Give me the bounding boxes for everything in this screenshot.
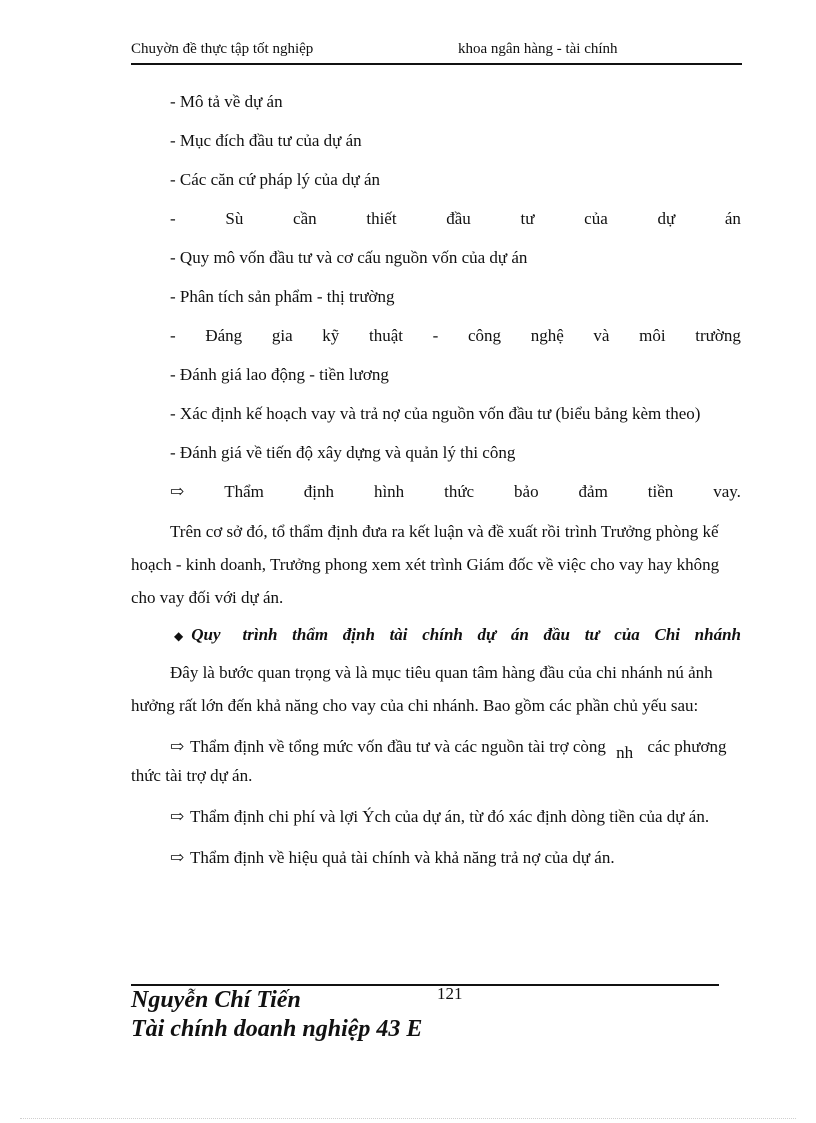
arrow-icon: ⇨ — [170, 737, 185, 756]
list-item: - Đánh giá lao động - tiền lương — [170, 365, 389, 384]
list-item: - Mục đích đầu tư của dự án — [170, 131, 362, 150]
list-item: - Quy mô vốn đầu tư và cơ cấu nguồn vốn của dự án — [170, 248, 528, 267]
arrow-icon: ⇨ — [170, 848, 185, 867]
paragraph-line: hưởng rất lớn đến khả năng cho vay của chi nhánh. Bao gồm các phần chủ yếu sau: — [131, 696, 699, 715]
list-item: - Phân tích sản phẩm - thị trường — [170, 287, 395, 306]
arrow-item-text: Thẩm định chi phí và lợi Ých của dự án, từ đó xác định dòng tiền của dự án. — [189, 807, 710, 826]
word: - — [170, 209, 176, 228]
author-name: Nguyễn Chí Tiến — [131, 987, 301, 1013]
word: đầu — [446, 209, 471, 228]
word: bảo — [514, 482, 539, 501]
word: đảm — [578, 482, 608, 501]
word: Thẩm — [224, 482, 264, 501]
word: môi — [639, 326, 666, 345]
word: tư — [520, 209, 535, 228]
arrow-icon: ⇨ — [170, 807, 185, 826]
footer-divider — [131, 984, 719, 986]
word: định — [303, 482, 335, 501]
list-item: - Các căn cứ pháp lý của dự án — [170, 170, 381, 189]
word: - — [170, 326, 176, 345]
word: nghệ — [530, 326, 564, 345]
arrow-item-subtext: nh — [616, 743, 634, 762]
word: thuật — [368, 326, 403, 345]
word: gia — [271, 326, 293, 345]
justified-list-item — [170, 209, 741, 229]
arrow-item-text: các phương — [647, 737, 727, 756]
header-left-text: Chuyờn đề thực tập tốt nghiệp — [131, 41, 314, 57]
arrow-item — [170, 841, 615, 874]
author-class: Tài chính doanh nghiệp 43 E — [131, 1016, 423, 1042]
word: - — [432, 326, 439, 345]
bullet-diamond-icon: ◆ — [174, 629, 184, 643]
paragraph-line: thức tài trợ dự án. — [131, 766, 253, 785]
arrow-item — [170, 800, 709, 833]
list-item: - Đánh giá về tiến độ xây dựng và quản lý thi công — [170, 443, 516, 462]
word: công — [467, 326, 502, 345]
page-number: 121 — [437, 984, 463, 1003]
heading-word: Quy — [191, 625, 221, 644]
word: trường — [695, 326, 741, 345]
word: thiết — [366, 209, 397, 228]
word: dự — [657, 209, 676, 228]
word: Sù — [225, 209, 244, 228]
word: vay. — [713, 482, 741, 501]
word: tiền — [647, 482, 674, 501]
paragraph-line: hoạch - kinh doanh, Trưởng phong xem xét trình Giám đốc về việc cho vay hay không — [131, 555, 720, 574]
list-item: - Xác định kế hoạch vay và trả nợ của nguồn vốn đầu tư (biểu bảng kèm theo) — [170, 404, 701, 423]
word: hình — [373, 482, 405, 501]
header-right-text: khoa ngân hàng - tài chính — [458, 41, 618, 57]
word: của — [584, 209, 608, 228]
word: cần — [293, 209, 317, 228]
list-item: - Mô tả về dự án — [170, 92, 283, 111]
section-heading — [174, 625, 741, 645]
heading-text: trình thẩm định tài chính dự án đầu tư của Chi nhánh — [242, 625, 741, 644]
paragraph-line: Đây là bước quan trọng và là mục tiêu quan tâm hàng đầu của chi nhánh nú ảnh — [170, 663, 713, 682]
word: án — [724, 209, 741, 228]
word: thức — [444, 482, 475, 501]
justified-list-item — [170, 326, 741, 346]
paragraph-line: cho vay đối với dự án. — [131, 588, 284, 607]
arrow-icon: ⇨ — [170, 482, 185, 501]
justified-arrow-item — [170, 482, 741, 502]
arrow-item-text: Thẩm định về tổng mức vốn đầu tư và các nguồn tài trợ còng — [189, 737, 606, 756]
header-divider — [131, 63, 742, 65]
page-edge-dots — [20, 1118, 796, 1119]
paragraph-line: Trên cơ sở đó, tổ thẩm định đưa ra kết luận và đề xuất rồi trình Trưởng phòng kế — [170, 522, 719, 541]
word: kỹ — [322, 326, 340, 345]
arrow-item — [170, 730, 727, 763]
word: Đáng — [205, 326, 243, 345]
word: và — [593, 326, 610, 345]
arrow-item-text: Thẩm định về hiệu quả tài chính và khả năng trả nợ của dự án. — [189, 848, 615, 867]
